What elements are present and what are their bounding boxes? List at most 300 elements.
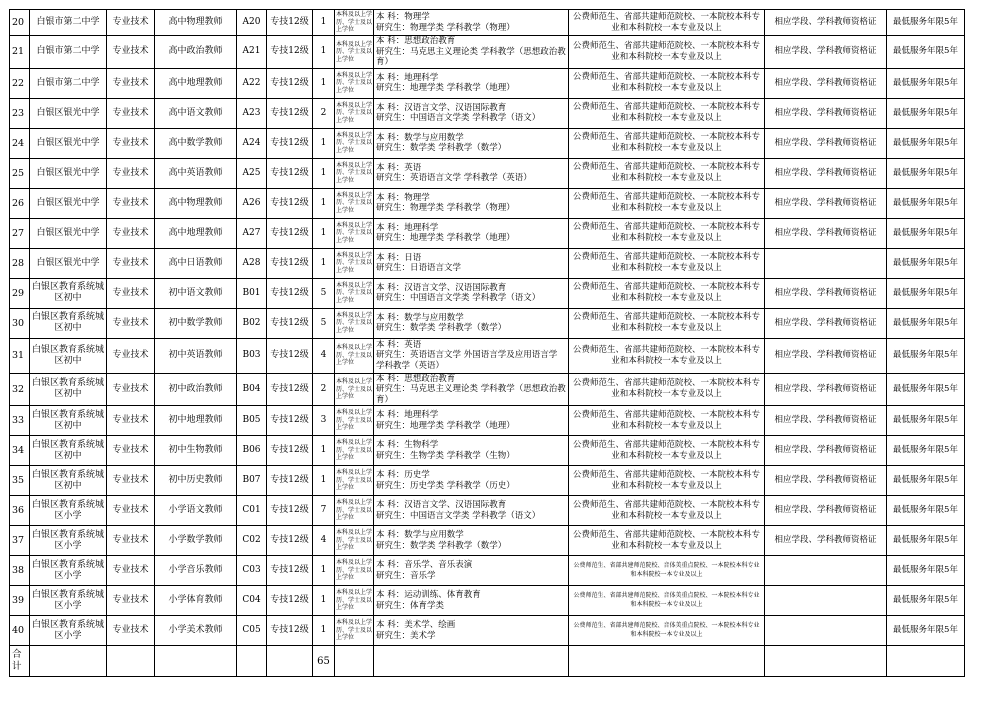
school-name: 白银区教育系统城区初中 xyxy=(30,466,107,496)
education-requirement: 本科及以上学历、学士及以上学位 xyxy=(335,218,374,248)
education-requirement: 本科及以上学历、学士及以上学位 xyxy=(335,10,374,36)
major-graduate: 研究生：地理学类 学科教学（地理） xyxy=(376,83,515,93)
table-row xyxy=(10,556,965,586)
source-requirement: 公费师范生、省部共建师范院校、一本院校本科专业和本科院校一本专业及以上 xyxy=(569,158,765,188)
school-name: 白银区教育系统城区小学 xyxy=(30,526,107,556)
post-level: 专技12级 xyxy=(267,158,313,188)
school-name: 白银区教育系统城区初中 xyxy=(30,436,107,466)
post-code: A25 xyxy=(237,158,267,188)
education-requirement: 本科及以上学历、学士及以上学位 xyxy=(335,466,374,496)
recruit-count: 4 xyxy=(313,526,335,556)
table-row xyxy=(10,338,965,373)
education-requirement: 本科及以上学历、学士及以上学位 xyxy=(335,556,374,586)
row-number: 37 xyxy=(10,526,30,556)
post-code: B02 xyxy=(237,308,267,338)
major-undergrad: 本 科：物理学 xyxy=(376,12,430,22)
table-row xyxy=(10,218,965,248)
row-number: 30 xyxy=(10,308,30,338)
source-requirement: 公费师范生、省部共建师范院校、音体美重点院校、一本院校本科专业和本科院校一本专业及以上 xyxy=(569,616,765,646)
major-requirement xyxy=(374,556,569,586)
service-term: 最低服务年限5年 xyxy=(887,36,965,69)
empty-cell xyxy=(569,646,765,677)
table-row xyxy=(10,373,965,406)
table-row xyxy=(10,586,965,616)
service-term: 最低服务年限5年 xyxy=(887,128,965,158)
post-level: 专技12级 xyxy=(267,616,313,646)
row-number: 33 xyxy=(10,406,30,436)
education-requirement: 本科及以上学历、学士及以上学位 xyxy=(335,496,374,526)
post-level: 专技12级 xyxy=(267,466,313,496)
post-level: 专技12级 xyxy=(267,248,313,278)
major-undergrad: 本 科：汉语言文学、汉语国际教育 xyxy=(376,500,507,510)
major-graduate: 研究生：马克思主义理论类 学科教学（思想政治教育） xyxy=(376,46,566,67)
major-undergrad: 本 科：汉语言文学、汉语国际教育 xyxy=(376,102,507,113)
qualification-requirement: 相应学段、学科教师资格证 xyxy=(765,36,887,69)
education-requirement: 本科及以上学历、学士及以上学位 xyxy=(335,526,374,556)
school-name: 白银市第二中学 xyxy=(30,10,107,36)
recruit-count: 1 xyxy=(313,188,335,218)
post-code: C05 xyxy=(237,616,267,646)
source-requirement: 公费师范生、省部共建师范院校、一本院校本科专业和本科院校一本专业及以上 xyxy=(569,496,765,526)
source-requirement: 公费师范生、省部共建师范院校、一本院校本科专业和本科院校一本专业及以上 xyxy=(569,466,765,496)
row-number: 24 xyxy=(10,128,30,158)
major-undergrad: 本 科：英语 xyxy=(376,339,422,350)
major-undergrad: 本 科：汉语言文学、汉语国际教育 xyxy=(376,282,507,293)
row-number: 38 xyxy=(10,556,30,586)
major-requirement xyxy=(374,466,569,496)
major-undergrad: 本 科：运动训练、体育教育 xyxy=(376,590,481,600)
post-name: 高中语文教师 xyxy=(155,98,237,128)
major-graduate: 研究生：中国语言文学类 学科教学（语文） xyxy=(376,293,541,303)
table-row xyxy=(10,496,965,526)
major-undergrad: 本 科：地理科学 xyxy=(376,222,439,233)
school-name: 白银区教育系统城区初中 xyxy=(30,406,107,436)
recruit-count: 1 xyxy=(313,436,335,466)
post-code: B05 xyxy=(237,406,267,436)
education-requirement: 本科及以上学历、学士及以上学位 xyxy=(335,338,374,373)
service-term: 最低服务年限5年 xyxy=(887,373,965,406)
service-term: 最低服务年限5年 xyxy=(887,466,965,496)
qualification-requirement: 相应学段、学科教师资格证 xyxy=(765,338,887,373)
post-type: 专业技术 xyxy=(107,68,155,98)
service-term: 最低服务年限5年 xyxy=(887,158,965,188)
qualification-requirement: 相应学段、学科教师资格证 xyxy=(765,68,887,98)
service-term: 最低服务年限5年 xyxy=(887,616,965,646)
post-code: A24 xyxy=(237,128,267,158)
post-code: C02 xyxy=(237,526,267,556)
service-term: 最低服务年限5年 xyxy=(887,98,965,128)
service-term: 最低服务年限5年 xyxy=(887,526,965,556)
post-name: 小学数学教师 xyxy=(155,526,237,556)
post-type: 专业技术 xyxy=(107,586,155,616)
post-name: 初中生物教师 xyxy=(155,436,237,466)
major-undergrad: 本 科：思想政治教育 xyxy=(376,373,456,384)
table-row xyxy=(10,466,965,496)
major-requirement xyxy=(374,68,569,98)
post-level: 专技12级 xyxy=(267,406,313,436)
service-term: 最低服务年限5年 xyxy=(887,188,965,218)
major-undergrad: 本 科：地理科学 xyxy=(376,72,439,83)
post-level: 专技12级 xyxy=(267,218,313,248)
post-code: A22 xyxy=(237,68,267,98)
school-name: 白银区教育系统城区小学 xyxy=(30,556,107,586)
service-term: 最低服务年限5年 xyxy=(887,496,965,526)
post-level: 专技12级 xyxy=(267,436,313,466)
source-requirement: 公费师范生、省部共建师范院校、音体美重点院校、一本院校本科专业和本科院校一本专业及以上 xyxy=(569,586,765,616)
total-row xyxy=(10,646,965,677)
education-requirement: 本科及以上学历、学士及以上学位 xyxy=(335,68,374,98)
table-row xyxy=(10,36,965,69)
service-term: 最低服务年限5年 xyxy=(887,586,965,616)
school-name: 白银市第二中学 xyxy=(30,68,107,98)
table-row xyxy=(10,248,965,278)
source-requirement: 公费师范生、省部共建师范院校、一本院校本科专业和本科院校一本专业及以上 xyxy=(569,308,765,338)
qualification-requirement: 相应学段、学科教师资格证 xyxy=(765,128,887,158)
recruit-count: 5 xyxy=(313,308,335,338)
post-name: 高中日语教师 xyxy=(155,248,237,278)
school-name: 白银区银光中学 xyxy=(30,248,107,278)
empty-cell xyxy=(107,646,155,677)
major-graduate: 研究生：物理学类 学科教学（物理） xyxy=(376,203,515,213)
post-name: 小学体育教师 xyxy=(155,586,237,616)
post-level: 专技12级 xyxy=(267,128,313,158)
major-requirement xyxy=(374,586,569,616)
post-name: 高中地理教师 xyxy=(155,68,237,98)
service-term: 最低服务年限5年 xyxy=(887,278,965,308)
table-row xyxy=(10,188,965,218)
post-level: 专技12级 xyxy=(267,556,313,586)
post-type: 专业技术 xyxy=(107,616,155,646)
post-level: 专技12级 xyxy=(267,373,313,406)
empty-cell xyxy=(267,646,313,677)
post-level: 专技12级 xyxy=(267,526,313,556)
school-name: 白银区银光中学 xyxy=(30,158,107,188)
school-name: 白银区教育系统城区初中 xyxy=(30,373,107,406)
post-level: 专技12级 xyxy=(267,188,313,218)
post-name: 小学语文教师 xyxy=(155,496,237,526)
post-level: 专技12级 xyxy=(267,98,313,128)
major-requirement xyxy=(374,406,569,436)
source-requirement: 公费师范生、省部共建师范院校、一本院校本科专业和本科院校一本专业及以上 xyxy=(569,98,765,128)
empty-cell xyxy=(30,646,107,677)
major-undergrad: 本 科：思想政治教育 xyxy=(376,36,456,46)
post-code: B06 xyxy=(237,436,267,466)
major-undergrad: 本 科：数学与应用数学 xyxy=(376,312,464,323)
major-requirement xyxy=(374,278,569,308)
recruit-count: 1 xyxy=(313,556,335,586)
table-row xyxy=(10,526,965,556)
major-graduate: 研究生：体育学类 xyxy=(376,600,445,611)
post-type: 专业技术 xyxy=(107,36,155,69)
major-graduate: 研究生：英语语言文学 学科教学（英语） xyxy=(376,173,532,183)
recruit-count: 1 xyxy=(313,616,335,646)
table-row xyxy=(10,68,965,98)
recruit-count: 1 xyxy=(313,466,335,496)
service-term: 最低服务年限5年 xyxy=(887,556,965,586)
post-code: A26 xyxy=(237,188,267,218)
post-type: 专业技术 xyxy=(107,128,155,158)
post-type: 专业技术 xyxy=(107,466,155,496)
post-level: 专技12级 xyxy=(267,278,313,308)
table-row xyxy=(10,436,965,466)
major-undergrad: 本 科：数学与应用数学 xyxy=(376,132,464,143)
qualification-requirement: 相应学段、学科教师资格证 xyxy=(765,526,887,556)
post-code: B07 xyxy=(237,466,267,496)
qualification-requirement: 相应学段、学科教师资格证 xyxy=(765,373,887,406)
post-type: 专业技术 xyxy=(107,248,155,278)
table-body xyxy=(10,10,965,677)
school-name: 白银区教育系统城区初中 xyxy=(30,278,107,308)
recruit-count: 1 xyxy=(313,128,335,158)
row-number: 31 xyxy=(10,338,30,373)
recruit-count: 4 xyxy=(313,338,335,373)
post-name: 小学美术教师 xyxy=(155,616,237,646)
qualification-requirement: 相应学段、学科教师资格证 xyxy=(765,308,887,338)
source-requirement: 公费师范生、省部共建师范院校、音体美重点院校、一本院校本科专业和本科院校一本专业及以上 xyxy=(569,556,765,586)
post-name: 初中历史教师 xyxy=(155,466,237,496)
row-number: 26 xyxy=(10,188,30,218)
table-row xyxy=(10,10,965,36)
qualification-requirement: 相应学段、学科教师资格证 xyxy=(765,10,887,36)
education-requirement: 本科及以上学历、学士及以上学位 xyxy=(335,128,374,158)
post-code: C01 xyxy=(237,496,267,526)
major-undergrad: 本 科：美术学、绘画 xyxy=(376,620,456,630)
major-requirement xyxy=(374,616,569,646)
row-number: 22 xyxy=(10,68,30,98)
qualification-requirement xyxy=(765,248,887,278)
qualification-requirement: 相应学段、学科教师资格证 xyxy=(765,278,887,308)
empty-cell xyxy=(155,646,237,677)
major-graduate: 研究生：地理学类 学科教学（地理） xyxy=(376,420,515,431)
post-type: 专业技术 xyxy=(107,218,155,248)
total-label: 合计 xyxy=(10,646,30,677)
recruit-count: 1 xyxy=(313,158,335,188)
major-graduate: 研究生：地理学类 学科教学（地理） xyxy=(376,233,515,243)
major-undergrad: 本 科：音乐学、音乐表演 xyxy=(376,560,473,570)
major-requirement xyxy=(374,496,569,526)
source-requirement: 公费师范生、省部共建师范院校、一本院校本科专业和本科院校一本专业及以上 xyxy=(569,248,765,278)
post-level: 专技12级 xyxy=(267,586,313,616)
major-graduate: 研究生：中国语言文学类 学科教学（语文） xyxy=(376,113,541,123)
row-number: 39 xyxy=(10,586,30,616)
major-requirement xyxy=(374,373,569,406)
major-undergrad: 本 科：物理学 xyxy=(376,192,430,203)
post-name: 高中地理教师 xyxy=(155,218,237,248)
source-requirement: 公费师范生、省部共建师范院校、一本院校本科专业和本科院校一本专业及以上 xyxy=(569,526,765,556)
source-requirement: 公费师范生、省部共建师范院校、一本院校本科专业和本科院校一本专业及以上 xyxy=(569,36,765,69)
post-type: 专业技术 xyxy=(107,98,155,128)
education-requirement: 本科及以上学历、学士及以上学位 xyxy=(335,278,374,308)
post-type: 专业技术 xyxy=(107,158,155,188)
major-graduate: 研究生：生物学类 学科教学（生物） xyxy=(376,450,515,461)
education-requirement: 本科及以上学历、学士及以上学位 xyxy=(335,586,374,616)
source-requirement: 公费师范生、省部共建师范院校、一本院校本科专业和本科院校一本专业及以上 xyxy=(569,10,765,36)
post-type: 专业技术 xyxy=(107,278,155,308)
qualification-requirement: 相应学段、学科教师资格证 xyxy=(765,466,887,496)
service-term: 最低服务年限5年 xyxy=(887,406,965,436)
post-code: A23 xyxy=(237,98,267,128)
major-graduate: 研究生：马克思主义理论类 学科教学（思想政治教育） xyxy=(376,384,566,405)
major-graduate: 研究生：日语语言文学 xyxy=(376,263,462,273)
post-type: 专业技术 xyxy=(107,308,155,338)
qualification-requirement: 相应学段、学科教师资格证 xyxy=(765,218,887,248)
post-type: 专业技术 xyxy=(107,556,155,586)
recruit-count: 2 xyxy=(313,98,335,128)
post-name: 小学音乐教师 xyxy=(155,556,237,586)
education-requirement: 本科及以上学历、学士及以上学位 xyxy=(335,373,374,406)
post-code: B04 xyxy=(237,373,267,406)
empty-cell xyxy=(237,646,267,677)
major-requirement xyxy=(374,158,569,188)
row-number: 40 xyxy=(10,616,30,646)
service-term: 最低服务年限5年 xyxy=(887,338,965,373)
major-undergrad: 本 科：日语 xyxy=(376,252,422,263)
empty-cell xyxy=(887,646,965,677)
major-requirement xyxy=(374,128,569,158)
post-code: B01 xyxy=(237,278,267,308)
major-requirement xyxy=(374,248,569,278)
post-name: 初中地理教师 xyxy=(155,406,237,436)
major-undergrad: 本 科：历史学 xyxy=(376,470,430,480)
school-name: 白银区银光中学 xyxy=(30,218,107,248)
major-graduate: 研究生：数学类 学科教学（数学） xyxy=(376,323,507,333)
qualification-requirement: 相应学段、学科教师资格证 xyxy=(765,188,887,218)
row-number: 28 xyxy=(10,248,30,278)
school-name: 白银区教育系统城区初中 xyxy=(30,338,107,373)
table-row xyxy=(10,98,965,128)
education-requirement: 本科及以上学历、学士及以上学位 xyxy=(335,248,374,278)
post-type: 专业技术 xyxy=(107,496,155,526)
post-type: 专业技术 xyxy=(107,406,155,436)
post-name: 高中政治教师 xyxy=(155,36,237,69)
qualification-requirement: 相应学段、学科教师资格证 xyxy=(765,98,887,128)
education-requirement: 本科及以上学历、学士及以上学位 xyxy=(335,188,374,218)
post-level: 专技12级 xyxy=(267,338,313,373)
row-number: 29 xyxy=(10,278,30,308)
recruit-count: 1 xyxy=(313,218,335,248)
post-level: 专技12级 xyxy=(267,36,313,69)
source-requirement: 公费师范生、省部共建师范院校、一本院校本科专业和本科院校一本专业及以上 xyxy=(569,373,765,406)
service-term: 最低服务年限5年 xyxy=(887,10,965,36)
source-requirement: 公费师范生、省部共建师范院校、一本院校本科专业和本科院校一本专业及以上 xyxy=(569,436,765,466)
major-requirement xyxy=(374,98,569,128)
recruit-count: 5 xyxy=(313,278,335,308)
major-graduate: 研究生：音乐学 xyxy=(376,570,436,581)
major-requirement xyxy=(374,308,569,338)
post-code: C04 xyxy=(237,586,267,616)
post-name: 初中政治教师 xyxy=(155,373,237,406)
post-code: A20 xyxy=(237,10,267,36)
post-level: 专技12级 xyxy=(267,10,313,36)
post-level: 专技12级 xyxy=(267,68,313,98)
service-term: 最低服务年限5年 xyxy=(887,436,965,466)
major-undergrad: 本 科：生物科学 xyxy=(376,440,439,450)
total-count: 65 xyxy=(313,646,335,677)
qualification-requirement: 相应学段、学科教师资格证 xyxy=(765,406,887,436)
major-graduate: 研究生：美术学 xyxy=(376,630,436,641)
source-requirement: 公费师范生、省部共建师范院校、一本院校本科专业和本科院校一本专业及以上 xyxy=(569,68,765,98)
major-graduate: 研究生：数学类 学科教学（数学） xyxy=(376,540,507,551)
recruit-count: 7 xyxy=(313,496,335,526)
qualification-requirement: 相应学段、学科教师资格证 xyxy=(765,436,887,466)
major-graduate: 研究生：中国语言文学类 学科教学（语文） xyxy=(376,510,541,521)
major-undergrad: 本 科：英语 xyxy=(376,162,422,173)
source-requirement: 公费师范生、省部共建师范院校、一本院校本科专业和本科院校一本专业及以上 xyxy=(569,338,765,373)
qualification-requirement: 相应学段、学科教师资格证 xyxy=(765,158,887,188)
recruitment-table xyxy=(9,9,965,677)
education-requirement: 本科及以上学历、学士及以上学位 xyxy=(335,158,374,188)
major-requirement xyxy=(374,218,569,248)
post-name: 高中英语教师 xyxy=(155,158,237,188)
row-number: 20 xyxy=(10,10,30,36)
service-term: 最低服务年限5年 xyxy=(887,68,965,98)
empty-cell xyxy=(335,646,374,677)
source-requirement: 公费师范生、省部共建师范院校、一本院校本科专业和本科院校一本专业及以上 xyxy=(569,278,765,308)
major-requirement xyxy=(374,188,569,218)
qualification-requirement xyxy=(765,586,887,616)
row-number: 34 xyxy=(10,436,30,466)
qualification-requirement xyxy=(765,616,887,646)
source-requirement: 公费师范生、省部共建师范院校、一本院校本科专业和本科院校一本专业及以上 xyxy=(569,128,765,158)
recruit-count: 1 xyxy=(313,68,335,98)
recruit-count: 3 xyxy=(313,406,335,436)
school-name: 白银区银光中学 xyxy=(30,98,107,128)
recruit-count: 1 xyxy=(313,36,335,69)
post-type: 专业技术 xyxy=(107,10,155,36)
major-graduate: 研究生：数学类 学科教学（数学） xyxy=(376,143,507,153)
post-type: 专业技术 xyxy=(107,436,155,466)
school-name: 白银市第二中学 xyxy=(30,36,107,69)
major-requirement xyxy=(374,526,569,556)
source-requirement: 公费师范生、省部共建师范院校、一本院校本科专业和本科院校一本专业及以上 xyxy=(569,218,765,248)
row-number: 21 xyxy=(10,36,30,69)
post-code: B03 xyxy=(237,338,267,373)
recruit-count: 1 xyxy=(313,248,335,278)
row-number: 27 xyxy=(10,218,30,248)
post-code: A28 xyxy=(237,248,267,278)
post-type: 专业技术 xyxy=(107,373,155,406)
education-requirement: 本科及以上学历、学士及以上学位 xyxy=(335,616,374,646)
table-row xyxy=(10,278,965,308)
post-type: 专业技术 xyxy=(107,526,155,556)
row-number: 32 xyxy=(10,373,30,406)
post-level: 专技12级 xyxy=(267,496,313,526)
post-name: 初中英语教师 xyxy=(155,338,237,373)
source-requirement: 公费师范生、省部共建师范院校、一本院校本科专业和本科院校一本专业及以上 xyxy=(569,406,765,436)
source-requirement: 公费师范生、省部共建师范院校、一本院校本科专业和本科院校一本专业及以上 xyxy=(569,188,765,218)
post-level: 专技12级 xyxy=(267,308,313,338)
post-name: 高中物理教师 xyxy=(155,10,237,36)
major-requirement xyxy=(374,36,569,69)
row-number: 36 xyxy=(10,496,30,526)
post-code: A27 xyxy=(237,218,267,248)
post-name: 高中物理教师 xyxy=(155,188,237,218)
school-name: 白银区教育系统城区小学 xyxy=(30,586,107,616)
major-undergrad: 本 科：数学与应用数学 xyxy=(376,530,464,540)
post-name: 高中数学教师 xyxy=(155,128,237,158)
empty-cell xyxy=(374,646,569,677)
school-name: 白银区银光中学 xyxy=(30,128,107,158)
table-row xyxy=(10,128,965,158)
education-requirement: 本科及以上学历、学士及以上学位 xyxy=(335,308,374,338)
major-graduate: 研究生：历史学类 学科教学（历史） xyxy=(376,480,515,491)
recruit-count: 1 xyxy=(313,586,335,616)
qualification-requirement xyxy=(765,556,887,586)
school-name: 白银区教育系统城区小学 xyxy=(30,616,107,646)
recruit-count: 2 xyxy=(313,373,335,406)
row-number: 25 xyxy=(10,158,30,188)
post-type: 专业技术 xyxy=(107,338,155,373)
